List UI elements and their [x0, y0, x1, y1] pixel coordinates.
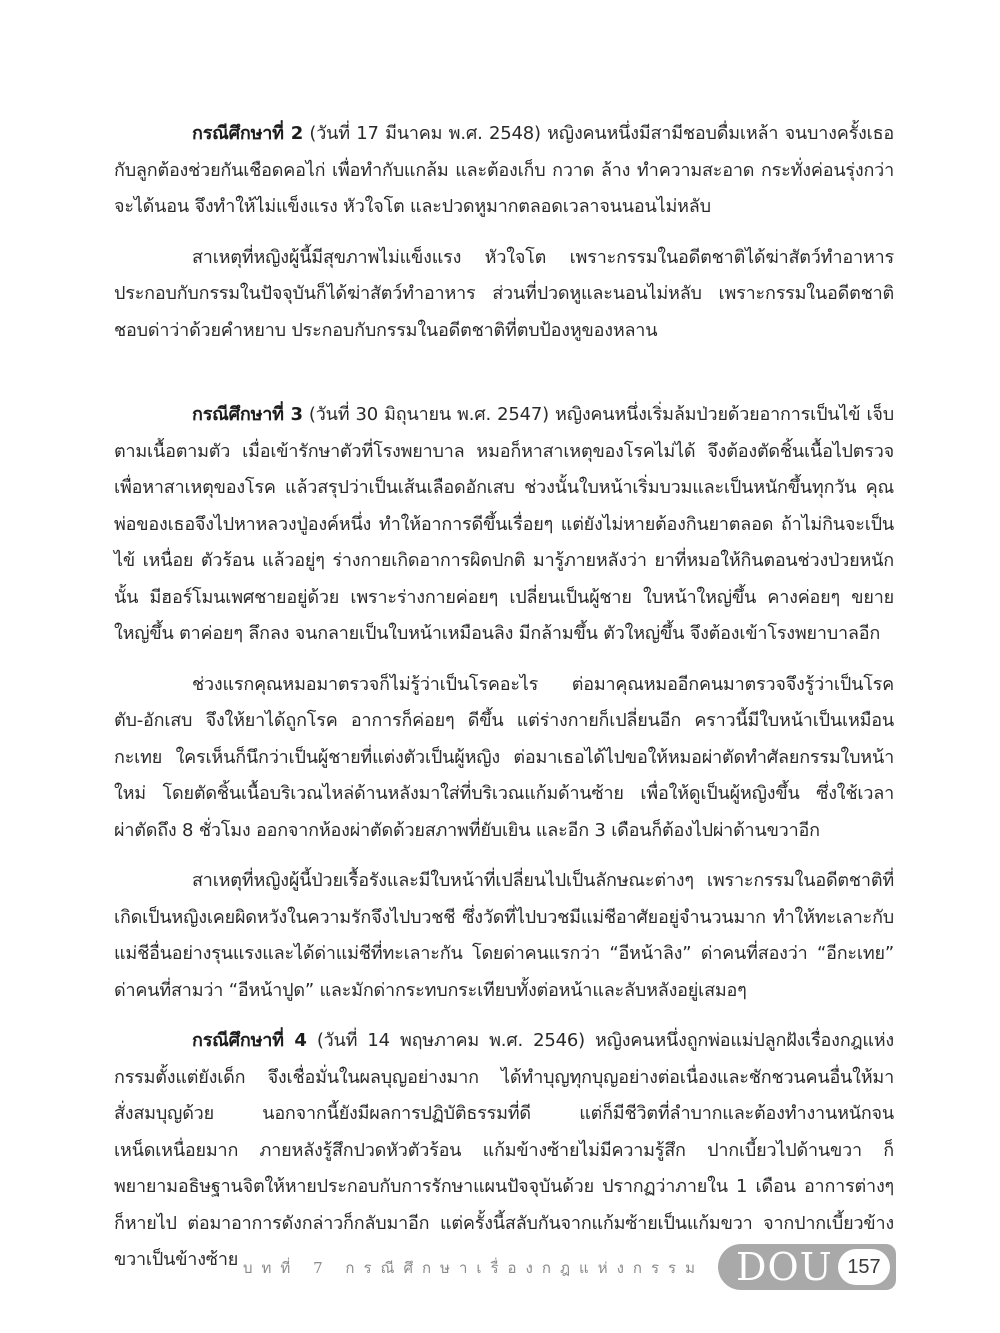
case-2-intro	[114, 116, 894, 226]
case-2-title: กรณีศึกษาที่ 2	[192, 123, 304, 144]
case-3-cause: สาเหตุที่หญิงผู้นี้ป่วยเรื้อรังและมีใบหน้าที่เปลี่ยนไปเป็นลักษณะต่างๆ เพราะกรรมในอดีตชาติที่เกิดเป็นหญิงเคยผิดหวังในความรักจึงไปบวชชี ซึ่งวัดที่ไปบวชมีแม่ชีอาศัยอยู่จำนวนมาก ทำให้ทะเลาะกับแม่ชีอื่นอย่างรุนแรงและได้ด่าแม่ชีที่ทะเลาะกัน โดยด่าคนแรกว่า “อีหน้าลิง” ด่าคนที่สองว่า “อีกะเทย” ด่าคนที่สามว่า “อีหน้าปูด” และมักด่ากระทบกระเทียบทั้งต่อหน้าและลับหลังอยู่เสมอๆ	[114, 870, 894, 1001]
case-4-intro-text: (วันที่ 14 พฤษภาคม พ.ศ. 2546) หญิงคนหนึ่งถูกพ่อแม่ปลูกฝังเรื่องกฎแห่งกรรมตั้งแต่ยังเด็ก จึงเชื่อมั่นในผลบุญอย่างมาก ได้ทำบุญทุกบุญอย่างต่อเนื่องและชักชวนคนอื่นให้มาสั่งสมบุญด้วย นอกจากนี้ยังมีผลการปฏิบัติธรรมที่ดี แต่ก็มีชีวิตที่ลำบากและต้องทำงานหนักจนเหน็ดเหนื่อยมาก ภายหลังรู้สึกปวดหัวตัวร้อน แก้มข้างซ้ายไม่มีความรู้สึก ปากเบี้ยวไปด้านขวา ก็พยายามอธิษฐานจิตให้หายประกอบกับการรักษาแผนปัจจุบันด้วย ปรากฏว่าภายใน 1 เดือน อาการต่างๆ ก็หายไป ต่อมาอาการดังกล่าวก็กลับมาอีก แต่ครั้งนี้สลับกันจากแก้มซ้ายเป็นแก้มขวา จากปากเบี้ยวข้างขวาเป็นข้างซ้าย	[114, 1030, 894, 1270]
case-3-title: กรณีศึกษาที่ 3	[192, 404, 303, 425]
case-3-intro-text: (วันที่ 30 มิถุนายน พ.ศ. 2547) หญิงคนหนึ่งเริ่มล้มป่วยด้วยอาการเป็นไข้ เจ็บตามเนื้อตามตัว เมื่อเข้ารักษาตัวที่โรงพยาบาล หมอก็หาสาเหตุของโรคไม่ได้ จึงต้องตัดชิ้นเนื้อไปตรวจเพื่อหาสาเหตุของโรค แล้วสรุปว่าเป็นเส้นเลือดอักเสบ ช่วงนั้นใบหน้าเริ่มบวมและเป็นหนักขึ้นทุกวัน คุณพ่อของเธอจึงไปหาหลวงปู่องค์หนึ่ง ทำให้อาการดีขึ้นเรื่อยๆ แต่ยังไม่หายต้องกินยาตลอด ถ้าไม่กินจะเป็นไข้ เหนื่อย ตัวร้อน แล้วอยู่ๆ ร่างกายเกิดอาการผิดปกติ มารู้ภายหลังว่า ยาที่หมอให้กินตอนช่วงป่วยหนักนั้น มีฮอร์โมนเพศชายอยู่ด้วย เพราะร่างกายค่อยๆ เปลี่ยนเป็นผู้ชาย ใบหน้าใหญ่ขึ้น คางค่อยๆ ขยายใหญ่ขึ้น ตาค่อยๆ ลึกลง จนกลายเป็นใบหน้าเหมือนลิง มีกล้ามขึ้น ตัวใหญ่ขึ้น จึงต้องเข้าโรงพยาบาลอีก	[114, 404, 894, 644]
page-footer	[0, 1238, 1000, 1298]
dou-logo	[718, 1244, 896, 1290]
case-3-intro	[114, 397, 894, 653]
footer-chapter-title: บทที่ 7 กรณีศึกษาเรื่องกฎแห่งกรรม	[243, 1259, 704, 1277]
case-3-treatment: ช่วงแรกคุณหมอมาตรวจก็ไม่รู้ว่าเป็นโรคอะไร ต่อมาคุณหมออีกคนมาตรวจจึงรู้ว่าเป็นโรคตับ-อักเสบ จึงให้ยาได้ถูกโรค อาการก็ค่อยๆ ดีขึ้น แต่ร่างกายก็เปลี่ยนอีก คราวนี้มีใบหน้าเป็นเหมือนกะเทย ใครเห็นก็นึกว่าเป็นผู้ชายที่แต่งตัวเป็นผู้หญิง ต่อมาเธอได้ไปขอให้หมอผ่าตัดทำศัลยกรรมใบหน้าใหม่ โดยตัดชิ้นเนื้อบริเวณไหล่ด้านหลังมาใส่ที่บริเวณแก้มด้านซ้าย เพื่อให้ดูเป็นผู้หญิงขึ้น ซึ่งใช้เวลาผ่าตัดถึง 8 ชั่วโมง ออกจากห้องผ่าตัดด้วยสภาพที่ยับเยิน และอีก 3 เดือนก็ต้องไปผ่าด้านขวาอีก	[114, 673, 894, 841]
page-body	[114, 116, 894, 1279]
page-number: 157	[838, 1249, 890, 1285]
case-2-intro-text: (วันที่ 17 มีนาคม พ.ศ. 2548) หญิงคนหนึ่งมีสามีชอบดื่มเหล้า จนบางครั้งเธอกับลูกต้องช่วยกันเชือดคอไก่ เพื่อทำกับแกล้ม และต้องเก็บ กวาด ล้าง ทำความสะอาด กระทั่งค่อนรุ่งกว่าจะได้นอน จึงทำให้ไม่แข็งแรง หัวใจโต และปวดหูมากตลอดเวลาจนนอนไม่หลับ	[114, 123, 894, 217]
case-2-cause: สาเหตุที่หญิงผู้นี้มีสุขภาพไม่แข็งแรง หัวใจโต เพราะกรรมในอดีตชาติได้ฆ่าสัตว์ทำอาหาร ประกอบกับกรรมในปัจจุบันก็ได้ฆ่าสัตว์ทำอาหาร ส่วนที่ปวดหูและนอนไม่หลับ เพราะกรรมในอดีตชาติชอบด่าว่าด้วยคำหยาบ ประกอบกับกรรมในอดีตชาติที่ตบป้องหูของหลาน	[114, 246, 894, 341]
case-4-title: กรณีศึกษาที่ 4	[192, 1030, 307, 1051]
dou-logo-text: DOU	[736, 1245, 833, 1289]
